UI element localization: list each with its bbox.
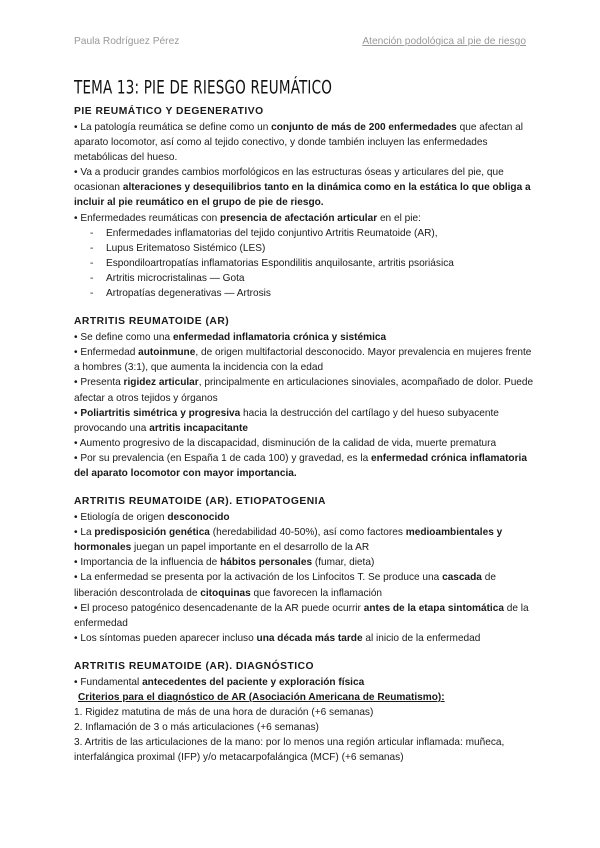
section-heading: PIE REUMÁTICO Y DEGENERATIVO — [74, 106, 264, 117]
page-title: TEMA 13: PIE DE RIESGO REUMÁTICO — [74, 76, 333, 99]
criteria-item: 1. Rigidez matutina de más de una hora de duración (+6 semanas) — [74, 707, 374, 719]
section-etiopatogenia — [74, 494, 534, 646]
criteria-heading: Criterios para el diagnóstico de AR (Asociación Americana de Reumatismo): — [78, 692, 445, 703]
section-heading: ARTRITIS REUMATOIDE (AR). ETIOPATOGENIA — [74, 496, 326, 508]
disease-list — [74, 226, 534, 301]
page-header — [74, 36, 526, 50]
section-diagnostico — [74, 659, 534, 766]
list-item: - Lupus Eritematoso Sistémico (LES) — [90, 241, 534, 256]
paragraph: • Aumento progresivo de la discapacidad, disminución de la calidad de vida, muerte prematura — [74, 437, 497, 449]
document-body — [74, 104, 534, 778]
paragraph: • El proceso patogénico desencadenante de la AR puede ocurrir antes de la etapa sintomática de la enfermedad — [74, 602, 529, 629]
paragraph: • Enfermedades reumáticas con presencia de afectación articular en el pie: — [74, 212, 421, 224]
section-artritis-reumatoide — [74, 314, 534, 481]
list-item: - Artritis microcristalinas — Gota — [90, 271, 534, 286]
paragraph: • Poliartritis simétrica y progresiva hacia la destrucción del cartílago y del hueso subyacente provocando una artritis incapacitante — [74, 407, 499, 434]
paragraph: • La patología reumática se define como un conjunto de más de 200 enfermedades que afectan al aparato locomotor, así como al tejido conectivo, y donde también incluyen las enfermedades metabólicas del hueso. — [74, 122, 524, 164]
paragraph: • Se define como una enfermedad inflamatoria crónica y sistémica — [74, 332, 387, 344]
section-heading: ARTRITIS REUMATOIDE (AR). DIAGNÓSTICO — [74, 660, 315, 672]
section-pie-reumatico — [74, 104, 534, 301]
paragraph: • Enfermedad autoinmune, de origen multifactorial desconocido. Mayor prevalencia en mujeres frente a hombres (3:1), que aumenta la incidencia con la edad — [74, 347, 532, 374]
paragraph: • Fundamental antecedentes del paciente y exploración física — [74, 676, 365, 688]
list-item: - Enfermedades inflamatorias del tejido conjuntivo Artritis Reumatoide (AR), — [90, 226, 534, 241]
paragraph: • Etiología de origen desconocido — [74, 512, 230, 524]
criteria-item: 3. Artritis de las articulaciones de la mano: por lo menos una región articular inflamada: muñeca, interfalángica proximal (IFP) y/o metacarpofalángica (MCF) (+6 semanas) — [74, 737, 505, 764]
paragraph: • La enfermedad se presenta por la activación de los Linfocitos T. Se produce una cascada de liberación descontrolada de citoquinas que favorecen la inflamación — [74, 572, 496, 599]
topic-link[interactable]: Atención podológica al pie de riesgo — [362, 36, 526, 47]
author-name: Paula Rodríguez Pérez — [74, 36, 180, 47]
section-heading: ARTRITIS REUMATOIDE (AR) — [74, 316, 230, 328]
list-item: - Artropatías degenerativas — Artrosis — [90, 286, 534, 301]
paragraph: • Importancia de la influencia de hábitos personales (fumar, dieta) — [74, 557, 375, 569]
paragraph: • Va a producir grandes cambios morfológicos en las estructuras óseas y articulares del pie, que ocasionan alteraciones y desequilibrios tanto en la dinámica como en la estática lo que obliga a incluir al pie reumático en el grupo de pie de riesgo. — [74, 167, 531, 209]
paragraph: • Presenta rigidez articular, principalmente en articulaciones sinoviales, acompañado de dolor. Puede afectar a otros tejidos y órganos — [74, 377, 534, 404]
paragraph: • Por su prevalencia (en España 1 de cada 100) y gravedad, es la enfermedad crónica inflamatoria del aparato locomotor con mayor importancia. — [74, 452, 527, 479]
paragraph: • Los síntomas pueden aparecer incluso una década más tarde al inicio de la enfermedad — [74, 632, 481, 644]
list-item: - Espondiloartropatías inflamatorias Espondilitis anquilosante, artritis psoriásica — [90, 256, 534, 271]
paragraph: • La predisposición genética (heredabilidad 40-50%), así como factores medioambientales y hormonales juegan un papel importante en el desarrollo de la AR — [74, 527, 503, 554]
criteria-item: 2. Inflamación de 3 o más articulaciones (+6 semanas) — [74, 722, 319, 734]
